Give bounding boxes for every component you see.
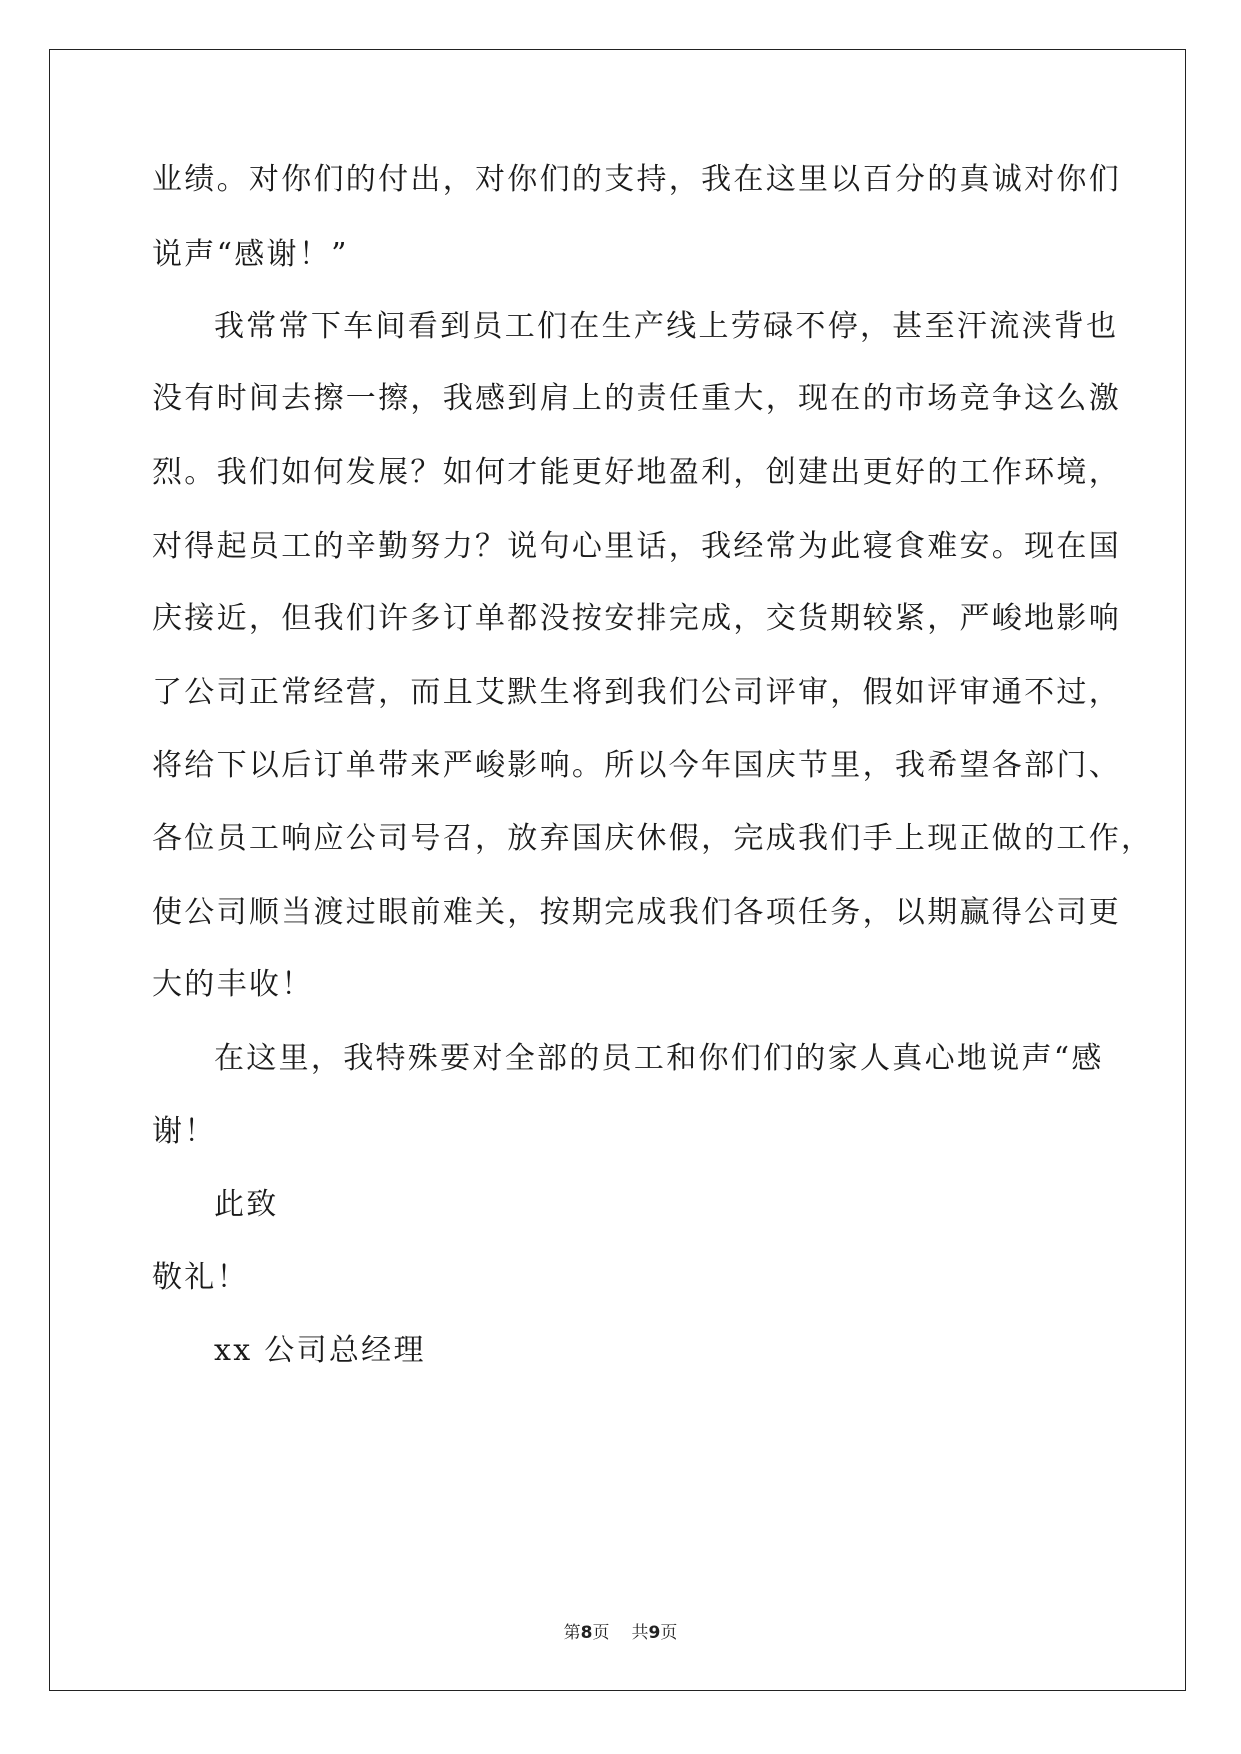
- text-line: 没有时间去擦一擦，我感到肩上的责任重大，现在的市场竞争这么激: [152, 381, 1121, 416]
- closing-salutation: 此致: [214, 1187, 279, 1222]
- footer-total-suffix: 页: [660, 1623, 678, 1643]
- footer-page-suffix: 页: [592, 1623, 610, 1643]
- text-line: 对得起员工的辛勤努力？说句心里话，我经常为此寝食难安。现在国: [152, 529, 1121, 564]
- text-line: 庆接近，但我们许多订单都没按安排完成，交货期较紧，严峻地影响: [152, 601, 1121, 636]
- total-page-number: 9: [648, 1623, 661, 1643]
- text-line: 了公司正常经营，而且艾默生将到我们公司评审，假如评审通不过，: [152, 675, 1121, 710]
- text-line: 谢！: [152, 1114, 217, 1149]
- text-line: 烈。我们如何发展？如何才能更好地盈利，创建出更好的工作环境，: [152, 455, 1121, 490]
- current-page-number: 8: [580, 1623, 593, 1643]
- paragraph-start-line: 在这里，我特殊要对全部的员工和你们们的家人真心地说声“感: [214, 1041, 1104, 1076]
- text-line: 说声“感谢！”: [152, 237, 349, 272]
- text-line: 使公司顺当渡过眼前难关，按期完成我们各项任务，以期赢得公司更: [152, 895, 1121, 930]
- footer-total-prefix: 共: [631, 1623, 649, 1643]
- closing-regards: 敬礼！: [152, 1260, 249, 1295]
- paragraph-start-line: 我常常下车间看到员工们在生产线上劳碌不停，甚至汗流浃背也: [214, 309, 1119, 344]
- text-line: 业绩。对你们的付出，对你们的支持，我在这里以百分的真诚对你们: [152, 162, 1121, 197]
- footer-prefix: 第: [563, 1623, 581, 1643]
- text-line: 将给下以后订单带来严峻影响。所以今年国庆节里，我希望各部门、: [152, 748, 1121, 783]
- text-line: 各位员工响应公司号召，放弃国庆休假，完成我们手上现正做的工作，: [152, 821, 1154, 856]
- signature-line: xx 公司总经理: [214, 1333, 426, 1368]
- page-footer: [0, 1618, 1241, 1643]
- text-line: 大的丰收！: [152, 967, 314, 1002]
- page-border: [49, 49, 1186, 1691]
